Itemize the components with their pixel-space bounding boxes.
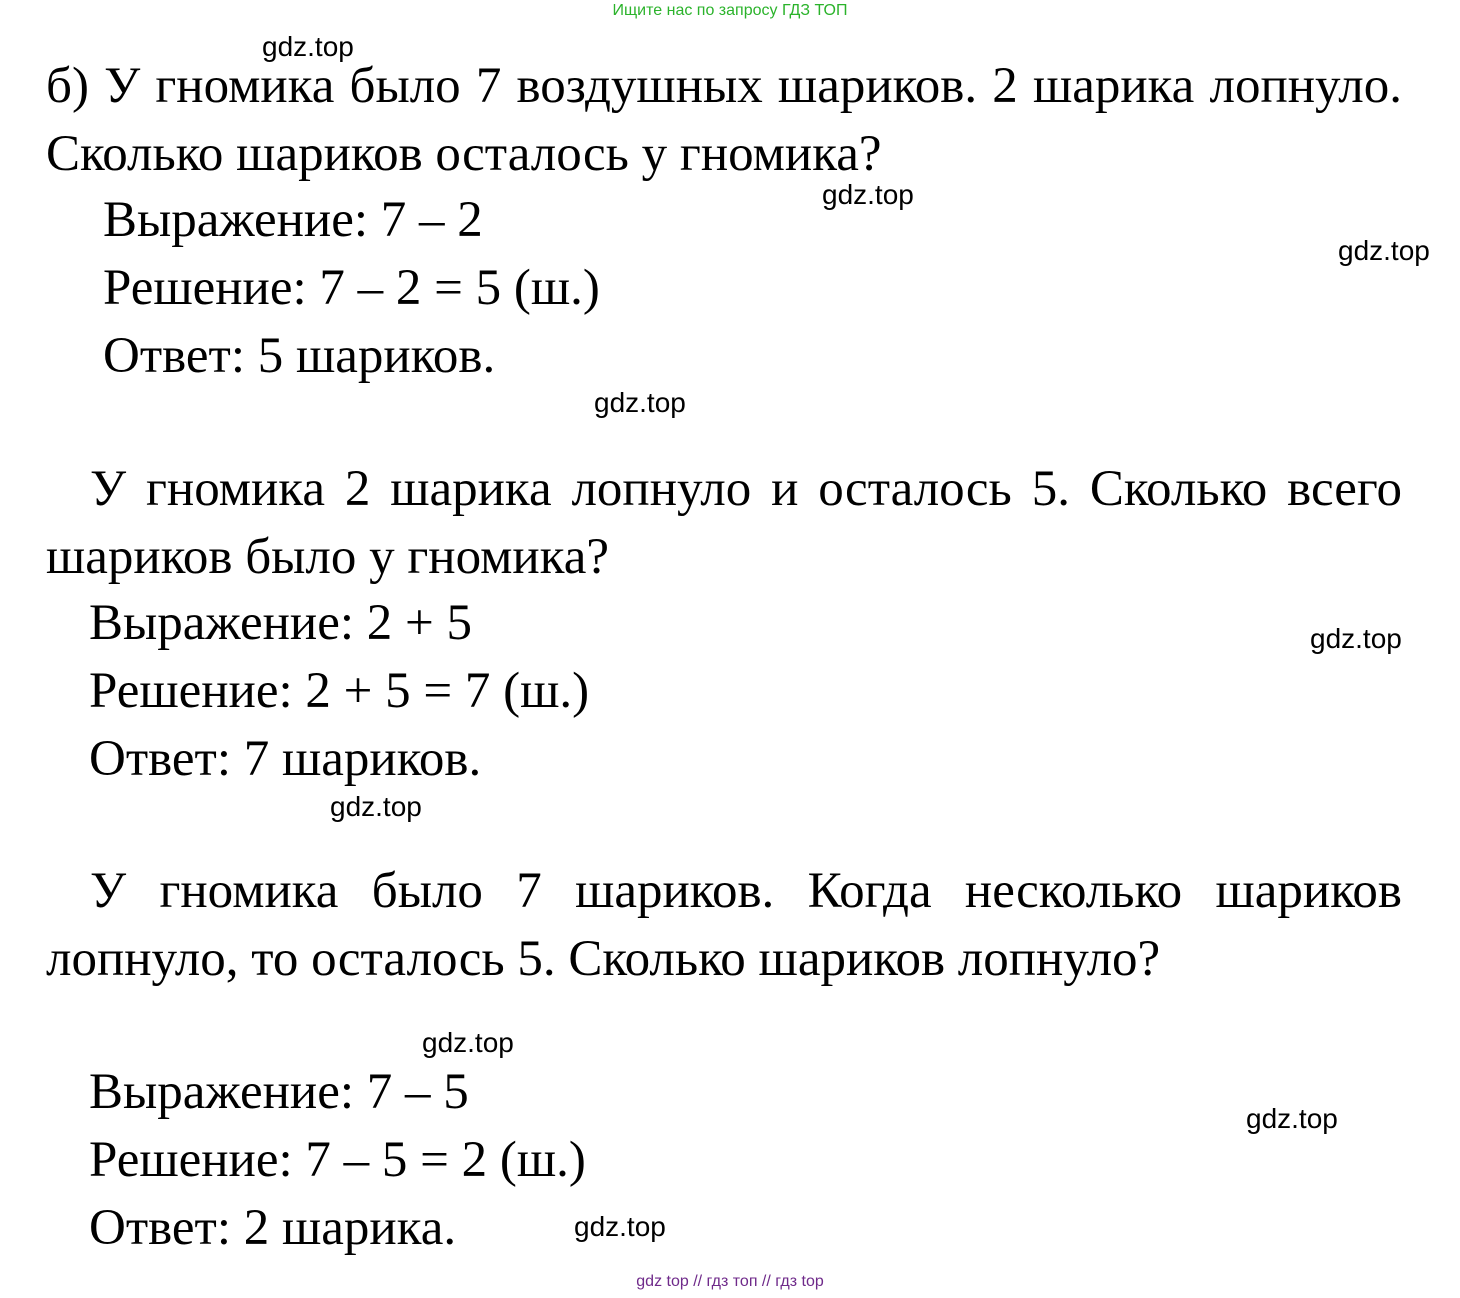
watermark: gdz.top bbox=[262, 31, 354, 62]
top-banner: Ищите нас по запросу ГДЗ ТОП bbox=[612, 2, 848, 19]
problem1-solution: Решение: 7 – 2 = 5 (ш.) bbox=[103, 260, 600, 316]
footer-links: gdz top // гдз топ // гдз top bbox=[636, 1273, 824, 1290]
watermark: gdz.top bbox=[422, 1027, 514, 1058]
problem1-text: б) У гномика было 7 воздушных шариков. 2 шарика лопнуло. Сколько шариков осталось у гномика? bbox=[46, 58, 1402, 182]
problem2-expression: Выражение: 2 + 5 bbox=[89, 595, 473, 651]
problem3-answer: Ответ: 2 шарика. bbox=[89, 1200, 457, 1256]
problem1-expression: Выражение: 7 – 2 bbox=[103, 192, 483, 248]
watermark: gdz.top bbox=[574, 1211, 666, 1242]
problem2-answer: Ответ: 7 шариков. bbox=[89, 731, 482, 787]
watermark: gdz.top bbox=[1310, 623, 1402, 654]
problem2-solution: Решение: 2 + 5 = 7 (ш.) bbox=[89, 663, 590, 719]
watermark: gdz.top bbox=[1338, 235, 1430, 266]
watermark: gdz.top bbox=[1246, 1103, 1338, 1134]
problem2-text: У гномика 2 шарика лопнуло и осталось 5. Сколько всего шариков было у гномика? bbox=[46, 461, 1402, 585]
problem3-solution: Решение: 7 – 5 = 2 (ш.) bbox=[89, 1132, 586, 1188]
watermark: gdz.top bbox=[330, 791, 422, 822]
problem1-answer: Ответ: 5 шариков. bbox=[103, 328, 496, 384]
problem3-text: У гномика было 7 шариков. Когда несколько шариков лопнуло, то осталось 5. Сколько шариков лопнуло? bbox=[46, 863, 1402, 987]
problem3-expression: Выражение: 7 – 5 bbox=[89, 1064, 469, 1120]
watermark: gdz.top bbox=[822, 179, 914, 210]
watermark: gdz.top bbox=[594, 387, 686, 418]
